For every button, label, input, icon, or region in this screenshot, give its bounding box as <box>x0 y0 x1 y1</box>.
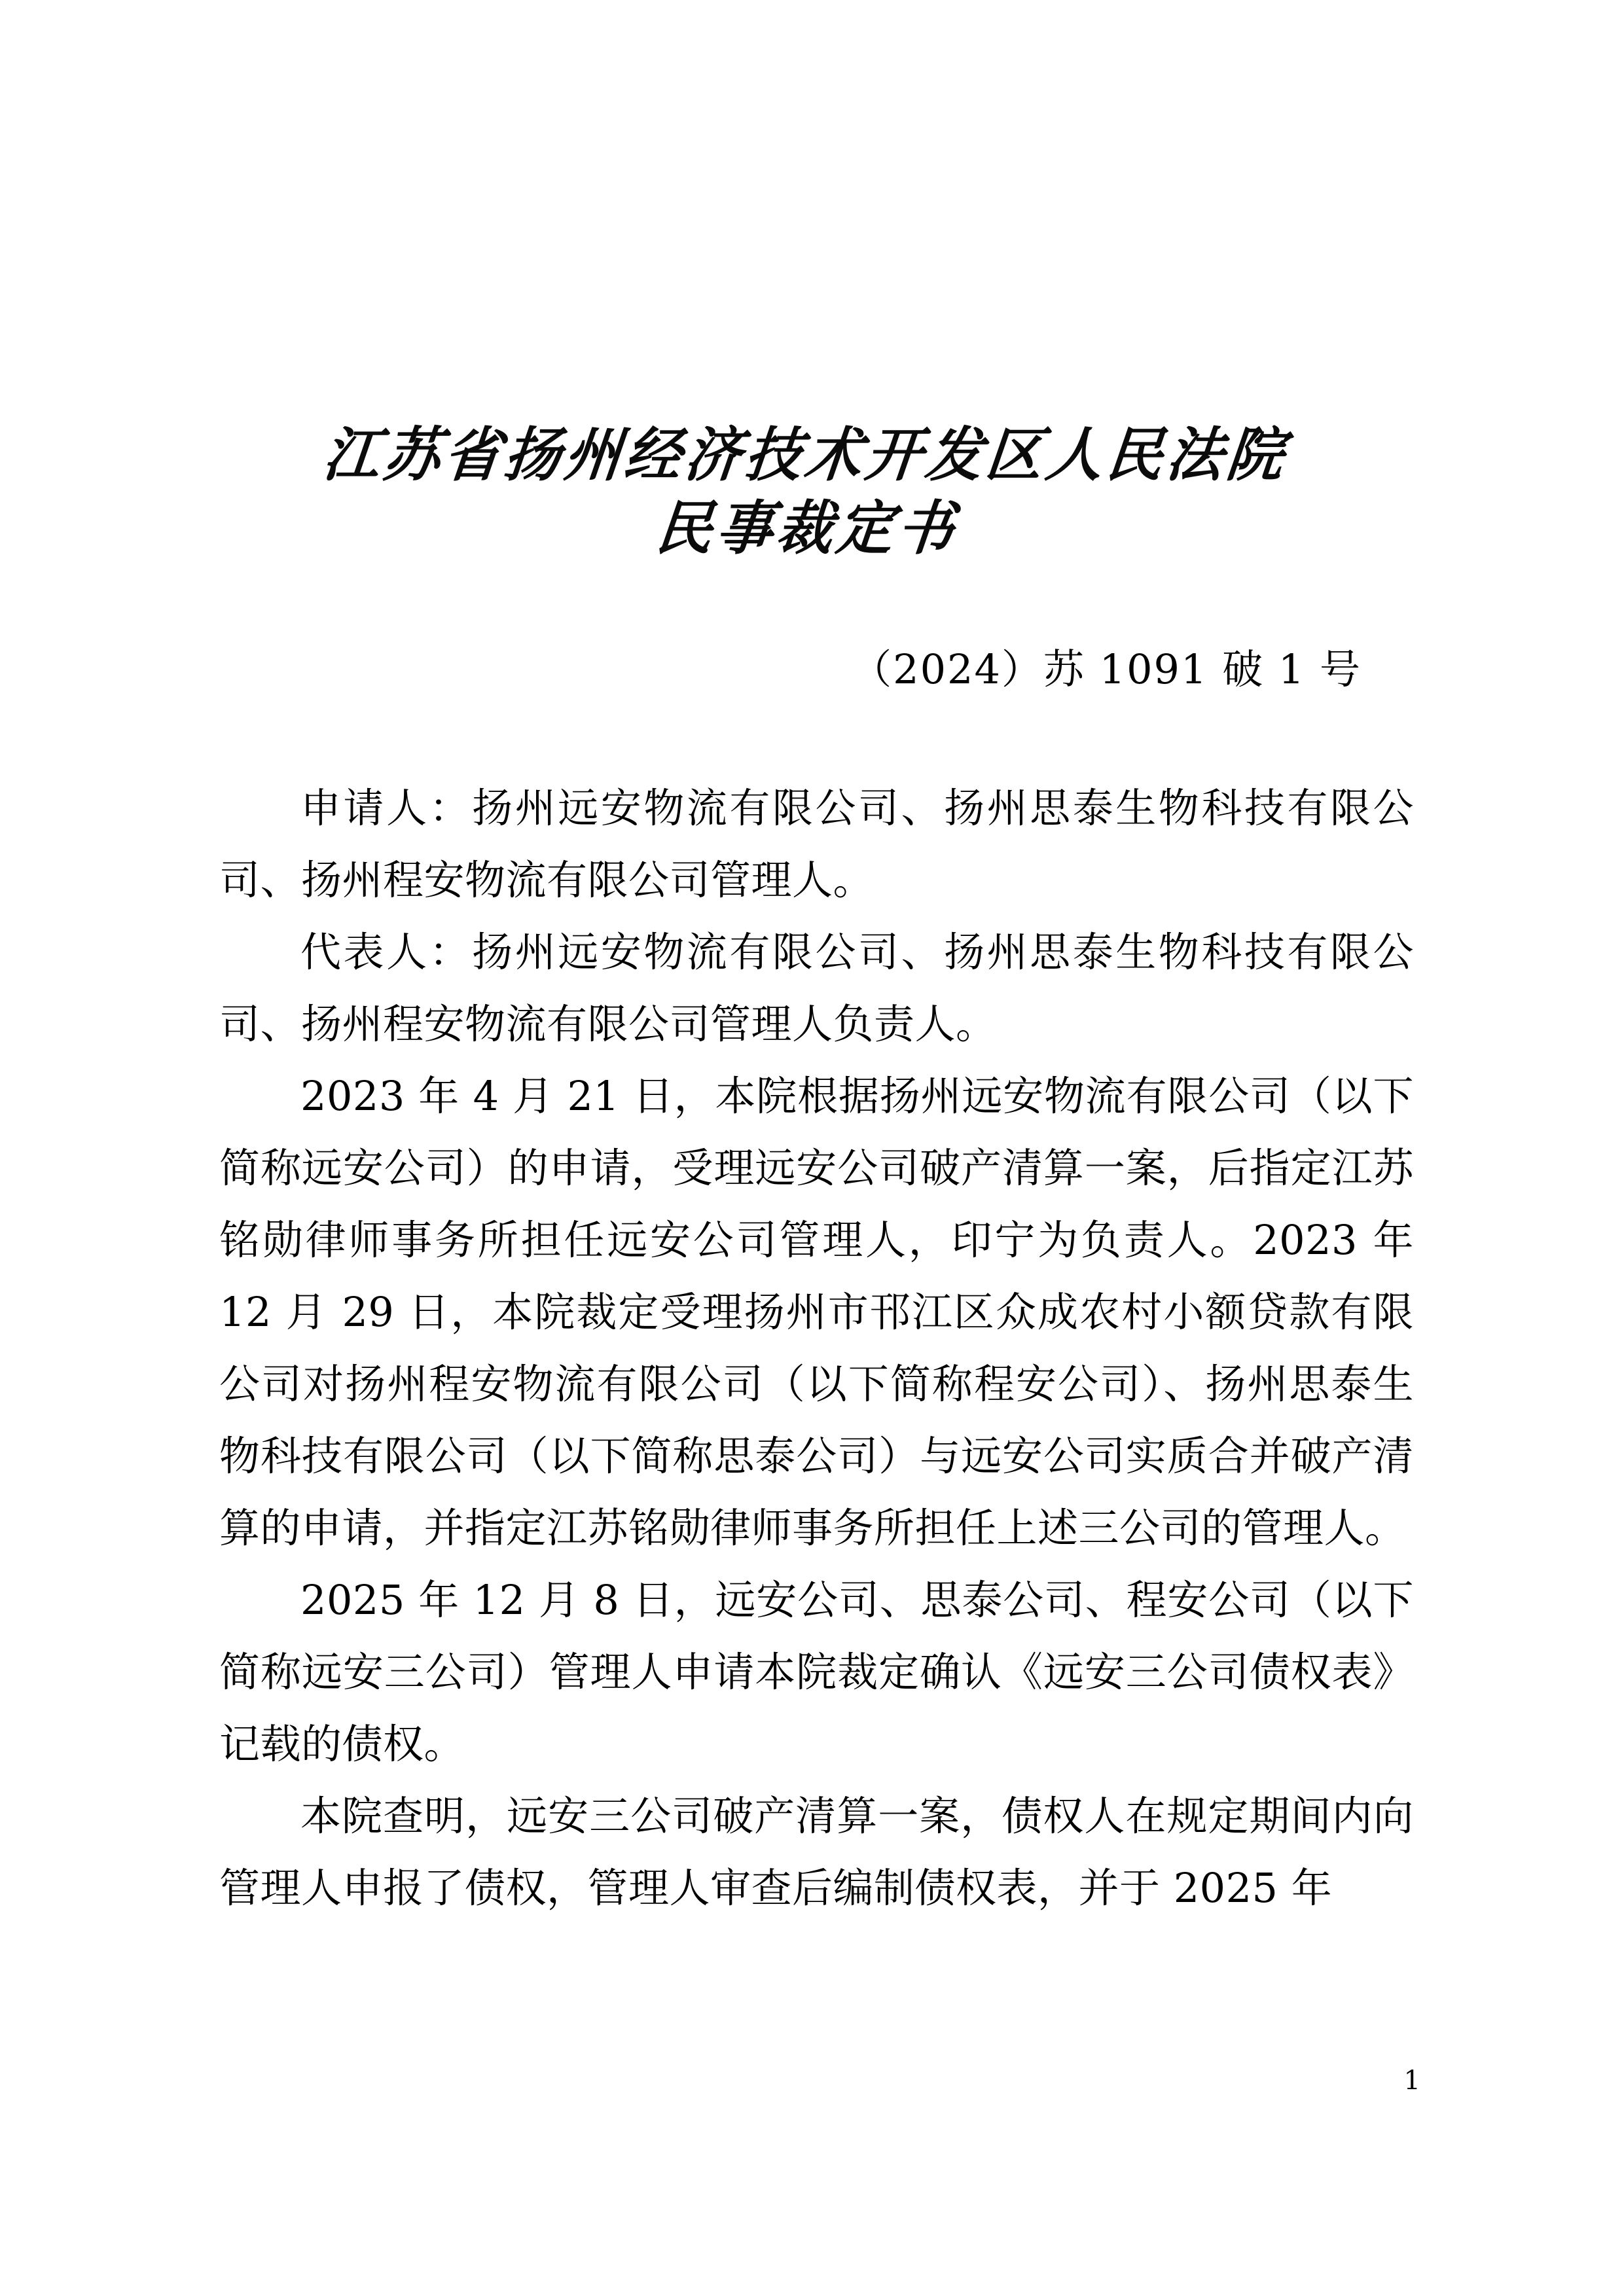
document-type-title: 民事裁定书 <box>653 493 962 563</box>
page-number: 1 <box>1403 2066 1420 2096</box>
paragraph-application: 2025 年 12 月 8 日，远安公司、思泰公司、程安公司（以下简称远安三公司）管理人申请本院裁定确认《远安三公司债权表》记载的债权。 <box>219 1576 1414 1768</box>
paragraph-representative: 代表人：扬州远安物流有限公司、扬州思泰生物科技有限公司、扬州程安物流有限公司管理人负责人。 <box>219 928 1414 1048</box>
document-title <box>0 419 1624 565</box>
court-name-title: 江苏省扬州经济技术开发区人民法院 <box>320 420 1291 490</box>
document-body <box>219 772 1414 1924</box>
paragraph-findings: 本院查明，远安三公司破产清算一案，债权人在规定期间内向管理人申报了债权，管理人审查后编制债权表，并于 2025 年 <box>219 1792 1414 1912</box>
paragraph-applicant: 申请人：扬州远安物流有限公司、扬州思泰生物科技有限公司、扬州程安物流有限公司管理人。 <box>219 784 1414 904</box>
case-number: （2024）苏 1091 破 1 号 <box>851 645 1362 693</box>
paragraph-case-history: 2023 年 4 月 21 日，本院根据扬州远安物流有限公司（以下简称远安公司）的申请，受理远安公司破产清算一案，后指定江苏铭勋律师事务所担任远安公司管理人，印宁为负责人。2023 年 12 月 29 日，本院裁定受理扬州市邗江区众成农村小额贷款有限公司对扬州程安物流有限公司（以下简称程安公司）、扬州思泰生物科技有限公司（以下简称思泰公司）与远安公司实质合并破产清算的申请，并指定江苏铭勋律师事务所担任上述三公司的管理人。 <box>219 1072 1414 1552</box>
